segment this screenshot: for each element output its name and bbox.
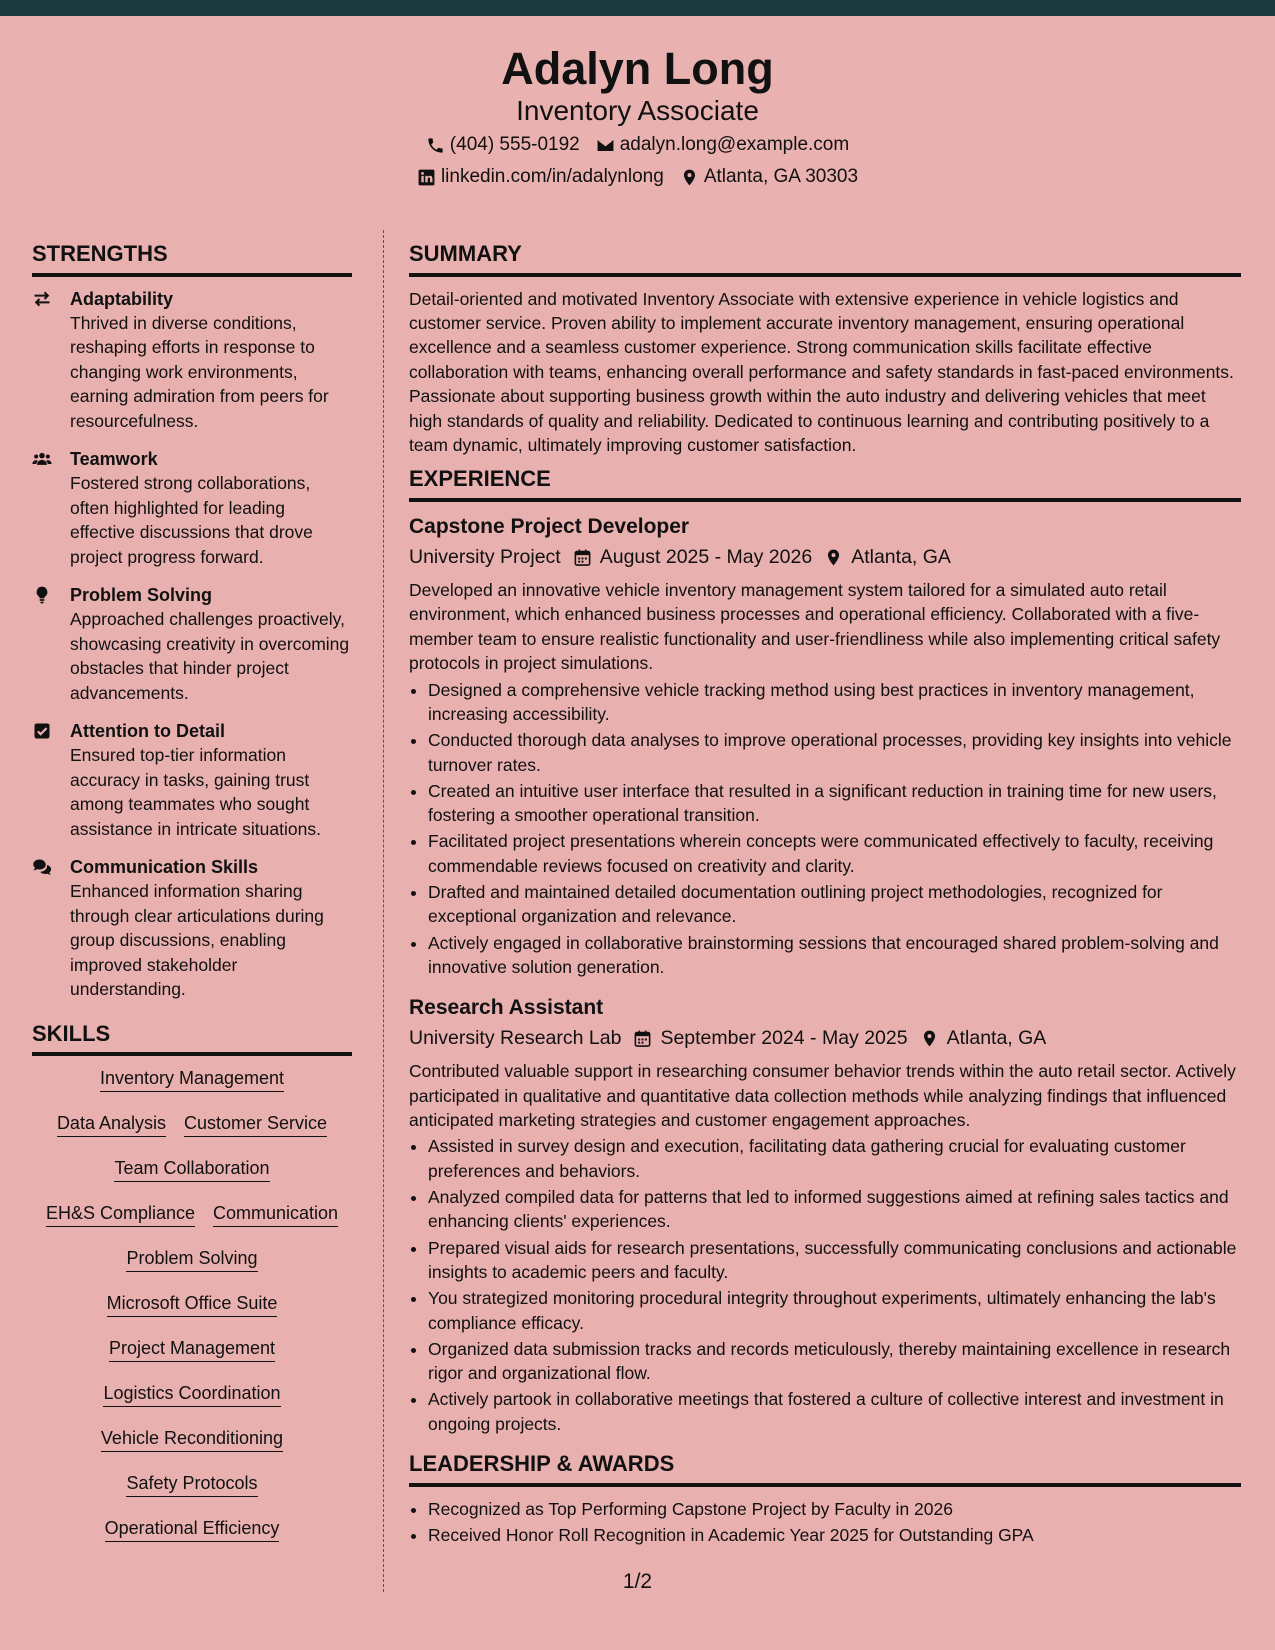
lightbulb-icon <box>32 585 52 605</box>
envelope-icon <box>596 136 615 155</box>
skill-tag: Team Collaboration <box>114 1156 269 1182</box>
strength-item <box>32 447 352 569</box>
linkedin-icon <box>417 168 436 187</box>
linkedin-text[interactable]: linkedin.com/in/adalynlong <box>440 166 664 187</box>
skill-tag: Customer Service <box>184 1111 327 1137</box>
strength-name: Attention to Detail <box>70 721 225 742</box>
map-pin-icon <box>920 1029 939 1048</box>
skill-tag: Operational Efficiency <box>105 1516 280 1542</box>
candidate-name: Adalyn Long <box>501 43 774 94</box>
job-dates: August 2025 - May 2026 <box>599 546 813 569</box>
strength-desc: Enhanced information sharing through clear articulations during group discussions, enabling improved stakeholder understanding. <box>70 881 324 1000</box>
phone-text: (404) 555-0192 <box>449 134 580 155</box>
strength-desc: Approached challenges proactively, showcasing creativity in overcoming obstacles that hinder project advancements. <box>70 609 350 703</box>
bullet-item: • Drafted and maintained detailed documentation outlining project methodologies, recognized for exceptional organization and relevance. <box>428 880 1241 929</box>
strength-name: Adaptability <box>70 288 174 309</box>
job-description: Developed an innovative vehicle inventory management system tailored for a simulated auto retail environment, which enhanced business processes and operational efficiency. Collaborated with a five-member team to ensure realistic functionality and user-friendliness while also implementing critical safety protocols in project simulations. <box>409 580 1221 674</box>
strength-desc: Fostered strong collaborations, often highlighted for leading effective discussions that drove project progress forward. <box>70 473 313 567</box>
bullet-item: • Created an intuitive user interface that resulted in a significant reduction in training time for new users, fostering a smoother operational transition. <box>428 779 1241 828</box>
skill-tag: EH&S Compliance <box>46 1201 195 1227</box>
strength-name: Teamwork <box>70 449 158 470</box>
contact-row-2 <box>0 166 1275 188</box>
bullet-item: • Organized data submission tracks and records meticulously, thereby maintaining excellence in research rigor and organizational flow. <box>428 1337 1241 1386</box>
chat-bubbles-icon <box>32 857 52 877</box>
job-entry <box>409 512 1241 979</box>
job-bullets <box>409 1134 1241 1436</box>
email-contact[interactable] <box>596 134 849 156</box>
skill-tag: Safety Protocols <box>126 1471 257 1497</box>
job-title: Capstone Project Developer <box>409 515 690 539</box>
job-org: University Research Lab <box>409 1027 622 1050</box>
bullet-item: • Assisted in survey design and execution, facilitating data gathering crucial for evaluating customer preferences and behaviors. <box>428 1134 1241 1183</box>
location-contact <box>680 166 858 188</box>
skill-tag: Inventory Management <box>100 1066 284 1092</box>
phone-contact <box>426 134 580 156</box>
strength-desc: Ensured top-tier information accuracy in tasks, gaining trust among teammates who sought assistance in intricate situations. <box>70 745 321 839</box>
job-location: Atlanta, GA <box>946 1027 1047 1050</box>
map-pin-icon <box>824 548 843 567</box>
strength-name: Problem Solving <box>70 585 213 606</box>
skill-tag: Project Management <box>109 1336 275 1362</box>
strength-item <box>32 583 352 705</box>
bullet-item: • Facilitated project presentations wherein concepts were communicated effectively to faculty, receiving commendable reviews focused on creativity and clarity. <box>428 829 1241 878</box>
location-text: Atlanta, GA 30303 <box>703 166 859 187</box>
summary-text: Detail-oriented and motivated Inventory Associate with extensive experience in vehicle logistics and customer service. Proven ability to implement accurate inventory management, ensuring operational excellence and a seamless customer experience. Strong communication skills facilitate effective collaboration with teams, enhancing overall performance and safety standards in fast-paced environments. Passionate about supporting business growth within the auto industry and delivering vehicles that meet high standards of quality and reliability. Dedicated to continuous learning and contributing positively to a team dynamic, ultimately improving customer satisfaction. <box>409 288 1234 456</box>
bullet-item: • Actively engaged in collaborative brainstorming sessions that encouraged shared problem-solving and innovative solution generation. <box>428 931 1241 980</box>
skills-heading: SKILLS <box>32 1020 352 1057</box>
skill-tag: Communication <box>213 1201 338 1227</box>
awards-list <box>409 1497 1241 1548</box>
skill-tag: Data Analysis <box>57 1111 166 1137</box>
skill-tag: Problem Solving <box>126 1246 257 1272</box>
job-org: University Project <box>409 546 561 569</box>
strength-name: Communication Skills <box>70 857 259 878</box>
calendar-icon <box>633 1029 652 1048</box>
calendar-icon <box>573 548 592 567</box>
bullet-item: • Conducted thorough data analyses to improve operational processes, providing key insights into vehicle turnover rates. <box>428 728 1241 777</box>
job-entry <box>409 993 1241 1436</box>
right-column <box>409 240 1241 1561</box>
experience-heading: EXPERIENCE <box>409 465 1241 502</box>
bullet-item: • Actively partook in collaborative meetings that fostered a culture of collective interest and investment in ongoing projects. <box>428 1387 1241 1436</box>
bullet-item: • Analyzed compiled data for patterns that led to informed suggestions aimed at refining sales tactics and enhancing clients' experiences. <box>428 1185 1241 1234</box>
email-text[interactable]: adalyn.long@example.com <box>619 134 850 155</box>
left-column <box>32 240 352 1561</box>
skill-tag: Microsoft Office Suite <box>107 1291 278 1317</box>
award-item: • Recognized as Top Performing Capstone Project by Faculty in 2026 <box>428 1497 1241 1521</box>
resume-header <box>0 16 1275 204</box>
strength-item <box>32 855 352 1002</box>
job-meta <box>409 1023 1241 1053</box>
strength-item <box>32 287 352 434</box>
map-pin-icon <box>680 168 699 187</box>
column-divider <box>383 230 384 1592</box>
award-item: • Received Honor Roll Recognition in Academic Year 2025 for Outstanding GPA <box>428 1523 1241 1547</box>
bullet-item: • You strategized monitoring procedural integrity throughout experiments, ultimately enhancing the lab's compliance efficacy. <box>428 1286 1241 1335</box>
skills-list <box>32 1066 352 1542</box>
strengths-heading: STRENGTHS <box>32 240 352 277</box>
skill-tag: Vehicle Reconditioning <box>101 1426 283 1452</box>
page-number: 1/2 <box>622 1570 653 1593</box>
checkbox-icon <box>32 721 52 741</box>
skill-tag: Logistics Coordination <box>103 1381 280 1407</box>
linkedin-contact[interactable] <box>417 166 664 188</box>
job-title: Research Assistant <box>409 996 604 1020</box>
top-color-bar <box>0 0 1275 16</box>
job-location: Atlanta, GA <box>851 546 951 569</box>
job-meta <box>409 542 1241 572</box>
phone-icon <box>426 136 445 155</box>
users-icon <box>32 449 52 469</box>
candidate-title: Inventory Associate <box>516 95 759 126</box>
bullet-item: • Designed a comprehensive vehicle tracking method using best practices in inventory management, increasing accessibility. <box>428 678 1241 727</box>
strength-item <box>32 719 352 841</box>
summary-heading: SUMMARY <box>409 240 1241 277</box>
arrows-exchange-icon <box>32 289 52 309</box>
job-dates: September 2024 - May 2025 <box>660 1027 908 1050</box>
job-description: Contributed valuable support in researching consumer behavior trends within the auto retail sector. Actively participated in qualitative and quantitative data collection methods while analyzing findings that influenced anticipated marketing strategies and customer engagement approaches. <box>409 1061 1236 1131</box>
contact-row-1 <box>0 134 1275 156</box>
strength-desc: Thrived in diverse conditions, reshaping efforts in response to changing work environments, earning admiration from peers for resourcefulness. <box>70 312 329 431</box>
bullet-item: • Prepared visual aids for research presentations, successfully communicating conclusions and actionable insights to academic peers and faculty. <box>428 1236 1241 1285</box>
job-bullets <box>409 678 1241 980</box>
awards-heading: LEADERSHIP & AWARDS <box>409 1450 1241 1487</box>
